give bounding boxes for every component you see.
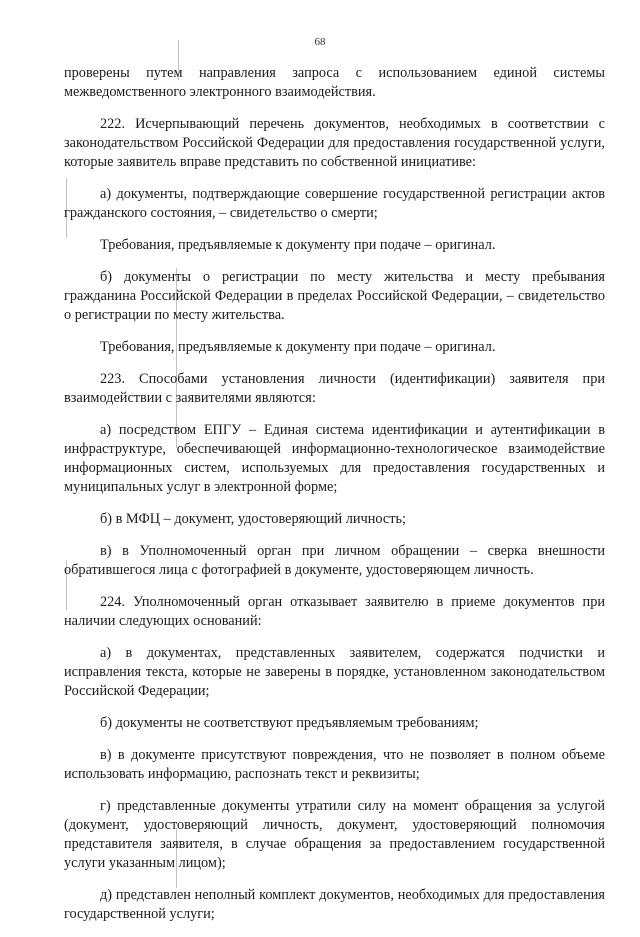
paragraph-222: 222. Исчерпывающий перечень документов, необходимых в соответствии с законодательством Российской Федерации для предоставления государственной услуги, которые заявитель вправе представить по собственной инициативе: (64, 116, 605, 170)
page-number: 68 (314, 36, 326, 48)
paragraph-224: 224. Уполномоченный орган отказывает заявителю в приеме документов при наличии следующих оснований: (64, 594, 605, 629)
paragraph-224-a: а) в документах, представленных заявителем, содержатся подчистки и исправления текста, которые не заверены в порядке, установленном законодательством Российской Федерации; (64, 645, 605, 699)
paragraph-223-v: в) в Уполномоченный орган при личном обращении – сверка внешности обратившегося лица с фотографией в документе, удостоверяющем личность. (64, 543, 605, 578)
paragraph-224-b: б) документы не соответствуют предъявляемым требованиям; (100, 715, 479, 731)
paragraph-222-a: а) документы, подтверждающие совершение государственной регистрации актов гражданского состояния, – свидетельство о смерти; (64, 186, 605, 221)
paragraph-224-v: в) в документе присутствуют повреждения, что не позволяет в полном объеме использовать информацию, распознать текст и реквизиты; (64, 747, 605, 782)
paragraph-223-b: б) в МФЦ – документ, удостоверяющий личность; (100, 511, 406, 527)
paragraph-223-a: а) посредством ЕПГУ – Единая система идентификации и аутентификации в инфраструктуре, обеспечивающей информационно-технологическое взаимодействие информационных систем, используемых для предоставления государственных и муниципальных услуг в электронной форме; (64, 422, 605, 495)
paragraph-224-d: д) представлен неполный комплект документов, необходимых для предоставления государственной услуги; (64, 887, 605, 922)
paragraph-224-g: г) представленные документы утратили силу на момент обращения за услугой (документ, удостоверяющий личность, документ, удостоверяющий полномочия представителя заявителя, в случае обращения за предоставлением государственной услуги указанным лицом); (64, 798, 605, 871)
paragraph-continuation: проверены путем направления запроса с использованием единой системы межведомственного электронного взаимодействия. (64, 65, 605, 100)
paragraph-223: 223. Способами установления личности (идентификации) заявителя при взаимодействии с заявителями являются: (64, 371, 605, 406)
paragraph-222-b-requirements: Требования, предъявляемые к документу при подаче – оригинал. (100, 339, 496, 355)
paragraph-222-a-requirements: Требования, предъявляемые к документу при подаче – оригинал. (100, 237, 496, 253)
paragraph-222-b: б) документы о регистрации по месту жительства и месту пребывания гражданина Российской Федерации в пределах Российской Федерации, – свидетельство о регистрации по месту жительства. (64, 269, 605, 323)
document-body (64, 64, 605, 937)
